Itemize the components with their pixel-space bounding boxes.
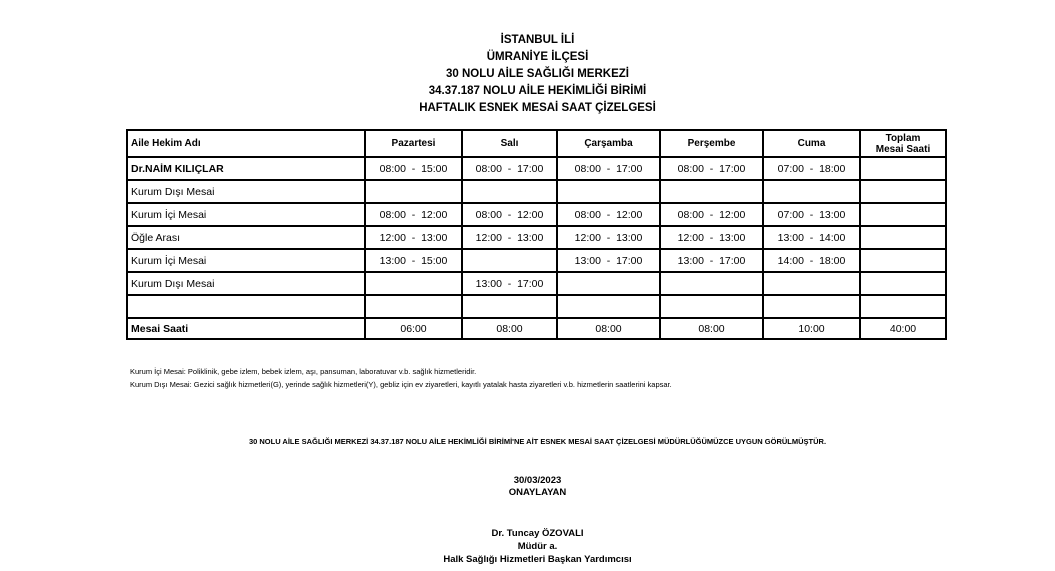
col-header-doctor: Aile Hekim Adı <box>127 130 365 157</box>
col-header-total <box>860 130 946 157</box>
table-cell <box>557 180 660 203</box>
col-header-thursday: Perşembe <box>660 130 763 157</box>
approval-statement: 30 NOLU AİLE SAĞLIĞI MERKEZİ 34.37.187 NOLU AİLE HEKİMLİĞİ BİRİMİ'NE AİT ESNEK MESAİ SAAT ÇİZELGESİ MÜDÜRLÜĞÜMÜZCE UYGUN GÖRÜLMÜŞTÜR. <box>248 437 827 446</box>
table-cell: 08:00 - 12:00 <box>557 203 660 226</box>
note-internal: Kurum İçi Mesai: Poliklinik, gebe izlem, bebek izlem, aşı, pansuman, laboratuvar v.b. sağlık hizmetleridir. <box>130 367 477 376</box>
table-cell: 10:00 <box>763 318 860 339</box>
row-label: Kurum İçi Mesai <box>127 203 365 226</box>
row-label: Kurum İçi Mesai <box>127 249 365 272</box>
table-cell <box>860 157 946 180</box>
table-cell: 40:00 <box>860 318 946 339</box>
table-cell <box>365 272 462 295</box>
table-cell: 08:00 - 17:00 <box>462 157 557 180</box>
table-cell: 14:00 - 18:00 <box>763 249 860 272</box>
col-header-tuesday: Salı <box>462 130 557 157</box>
table-cell: 12:00 - 13:00 <box>557 226 660 249</box>
table-cell <box>860 295 946 318</box>
header-center: 30 NOLU AİLE SAĞLIĞI MERKEZİ <box>446 68 629 80</box>
table-cell: 13:00 - 17:00 <box>660 249 763 272</box>
row-label: Mesai Saati <box>127 318 365 339</box>
table-cell: 08:00 - 15:00 <box>365 157 462 180</box>
header-province: İSTANBUL İLİ <box>500 34 575 46</box>
table-cell <box>462 249 557 272</box>
header-district: ÜMRANİYE İLÇESİ <box>486 51 589 63</box>
table-cell: 08:00 - 17:00 <box>557 157 660 180</box>
schedule-table <box>126 129 947 340</box>
table-row <box>127 226 946 249</box>
table-cell <box>365 295 462 318</box>
col-header-wednesday: Çarşamba <box>557 130 660 157</box>
table-cell: 13:00 - 17:00 <box>462 272 557 295</box>
table-cell: 06:00 <box>365 318 462 339</box>
note-external: Kurum Dışı Mesai: Gezici sağlık hizmetleri(G), yerinde sağlık hizmetleri(Y), gebliz için ev ziyaretleri, kayıtlı yatalak hasta ziyaretleri v.b. hizmetlerin saatlerini kapsar. <box>130 380 672 389</box>
table-cell <box>660 272 763 295</box>
table-cell <box>660 295 763 318</box>
table-cell <box>462 180 557 203</box>
notes <box>130 365 672 391</box>
table-cell: 08:00 <box>660 318 763 339</box>
table-cell: 07:00 - 18:00 <box>763 157 860 180</box>
table-cell: 12:00 - 13:00 <box>462 226 557 249</box>
col-header-total-line2: Mesai Saati <box>875 143 931 155</box>
row-label: Kurum Dışı Mesai <box>127 180 365 203</box>
table-cell: 08:00 - 12:00 <box>462 203 557 226</box>
table-cell: 13:00 - 14:00 <box>763 226 860 249</box>
table-cell: 12:00 - 13:00 <box>660 226 763 249</box>
table-cell: 08:00 - 12:00 <box>660 203 763 226</box>
table-cell: 08:00 - 17:00 <box>660 157 763 180</box>
table-cell <box>365 180 462 203</box>
col-header-monday: Pazartesi <box>365 130 462 157</box>
col-header-friday: Cuma <box>763 130 860 157</box>
header-unit: 34.37.187 NOLU AİLE HEKİMLİĞİ BİRİMİ <box>428 85 647 97</box>
header-title: HAFTALIK ESNEK MESAİ SAAT ÇİZELGESİ <box>419 102 656 114</box>
table-cell: 13:00 - 17:00 <box>557 249 660 272</box>
approval-block <box>0 475 1055 499</box>
table-cell <box>763 180 860 203</box>
signatory-position: Halk Sağlığı Hizmetleri Başkan Yardımcısı <box>443 554 632 565</box>
table-cell <box>860 249 946 272</box>
table-cell <box>763 272 860 295</box>
table-cell: 13:00 - 15:00 <box>365 249 462 272</box>
table-cell <box>660 180 763 203</box>
table-cell <box>860 203 946 226</box>
table-row <box>127 249 946 272</box>
table-cell <box>860 272 946 295</box>
table-cell <box>557 272 660 295</box>
table-cell: 07:00 - 13:00 <box>763 203 860 226</box>
table-cell: 08:00 <box>462 318 557 339</box>
table-row <box>127 318 946 339</box>
signatory-title: Müdür a. <box>517 541 558 552</box>
table-row <box>127 157 946 180</box>
table-cell <box>763 295 860 318</box>
approval-status: ONAYLAYAN <box>508 487 567 498</box>
table-cell <box>860 180 946 203</box>
table-cell: 12:00 - 13:00 <box>365 226 462 249</box>
document-header <box>0 32 1055 117</box>
signatory-name: Dr. Tuncay ÖZOVALI <box>491 528 584 539</box>
table-body <box>127 157 946 339</box>
table-row <box>127 295 946 318</box>
table-cell <box>462 295 557 318</box>
col-header-total-line1: Toplam <box>885 132 921 144</box>
table-cell: 08:00 - 12:00 <box>365 203 462 226</box>
row-label: Öğle Arası <box>127 226 365 249</box>
row-label <box>127 295 365 318</box>
row-label: Kurum Dışı Mesai <box>127 272 365 295</box>
row-label: Dr.NAİM KILIÇLAR <box>127 157 365 180</box>
table-row <box>127 180 946 203</box>
table-header-row <box>127 130 946 157</box>
signature-block <box>0 527 1055 566</box>
table-row <box>127 272 946 295</box>
table-row <box>127 203 946 226</box>
table-cell <box>860 226 946 249</box>
table-cell <box>557 295 660 318</box>
approval-date: 30/03/2023 <box>513 475 562 486</box>
table-cell: 08:00 <box>557 318 660 339</box>
